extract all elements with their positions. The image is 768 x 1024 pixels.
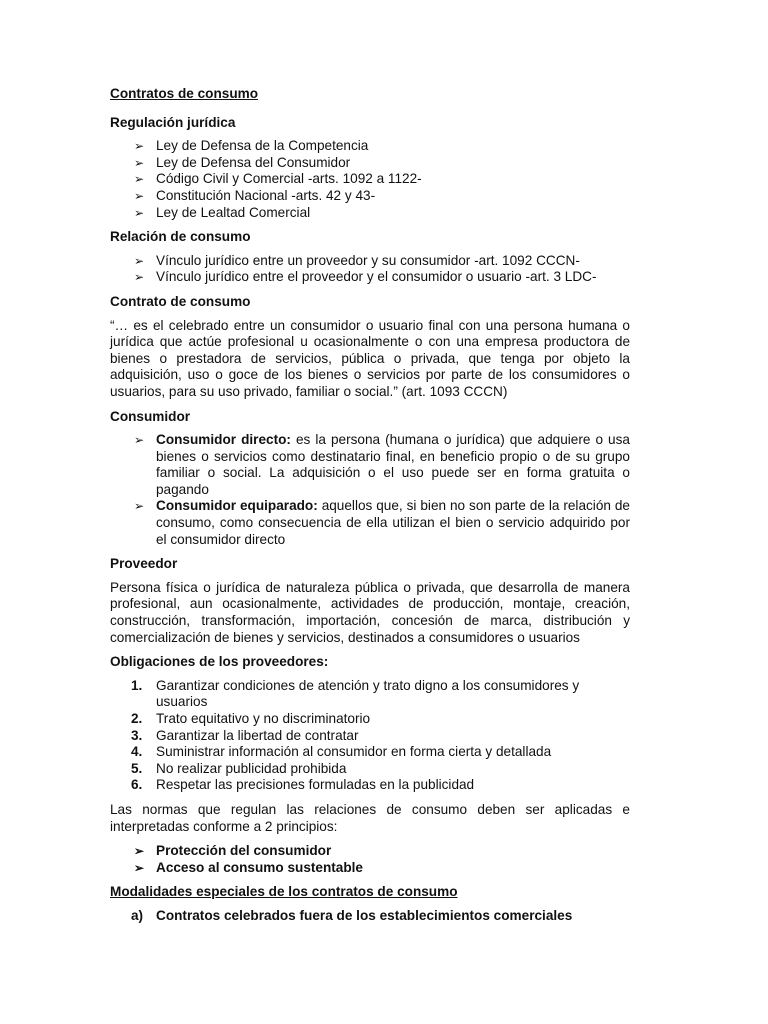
list-number: 1. <box>131 677 143 693</box>
arrow-bullet-icon: ➢ <box>134 172 145 187</box>
list-item: a) Contratos celebrados fuera de los establecimientos comerciales <box>131 907 573 923</box>
arrow-bullet-icon: ➢ <box>134 270 145 285</box>
list-modalidades <box>110 908 630 925</box>
list-item: ➢ Vínculo jurídico entre un proveedor y su consumidor -art. 1092 CCCN- <box>134 252 580 268</box>
arrow-bullet-icon: ➢ <box>134 844 145 859</box>
list-item: 5. No realizar publicidad prohibida <box>131 760 347 776</box>
arrow-bullet-icon: ➢ <box>134 205 145 220</box>
list-item: ➢ Ley de Defensa del Consumidor <box>134 154 351 170</box>
term-consumidor-directo: Consumidor directo: <box>156 432 291 448</box>
arrow-bullet-icon: ➢ <box>134 499 145 514</box>
list-relacion <box>110 253 630 286</box>
list-item: ➢ Consumidor equiparado: aquellos que, si bien no son parte de la relación de consumo, como consecuencia de ella utilizan el bien o servicio adquirido por el consumidor directo <box>134 498 630 547</box>
heading-regulacion: Regulación jurídica <box>110 114 236 130</box>
list-item: ➢ Consumidor directo: es la persona (humana o jurídica) que adquiere o usa bienes o servicios como destinatario final, en beneficio propio o de su grupo familiar o social. La adquisición o el uso puede ser en forma gratuita o pagando <box>134 432 630 497</box>
document-title: Contratos de consumo <box>110 86 259 101</box>
list-item: ➢ Ley de Defensa de la Competencia <box>134 138 369 154</box>
list-letter: a) <box>131 907 144 923</box>
list-number: 4. <box>131 744 143 760</box>
list-item: 1. Garantizar condiciones de atención y trato digno a los consumidores y usuarios <box>131 677 580 710</box>
list-number: 5. <box>131 760 143 776</box>
heading-relacion: Relación de consumo <box>110 229 251 245</box>
list-number: 2. <box>131 711 143 726</box>
list-item: ➢ Vínculo jurídico entre el proveedor y el consumidor o usuario -art. 3 LDC- <box>134 269 597 285</box>
paragraph-contrato: “… es el celebrado entre un consumidor o usuario final con una persona humana o jurídica que actúe profesional u ocasionalmente o con una empresa productora de bienes o prestadora de servicios, pública o privada, que tenga por objeto la adquisición, uso o goce de los bienes o servicios por parte de los consumidores o usuarios, para su uso privado, familiar o social.” (art. 1093 CCCN) <box>110 317 630 399</box>
list-item: ➢ Ley de Lealtad Comercial <box>134 204 311 220</box>
list-item: 2. Trato equitativo y no discriminatorio <box>131 711 371 726</box>
list-consumidor <box>110 432 630 548</box>
list-number: 3. <box>131 727 143 743</box>
list-item: 6. Respetar las precisiones formuladas en la publicidad <box>131 777 475 793</box>
heading-modalidades: Modalidades especiales de los contratos de consumo <box>110 884 458 900</box>
list-item: ➢ Acceso al consumo sustentable <box>134 859 363 875</box>
heading-contrato: Contrato de consumo <box>110 293 251 309</box>
heading-obligaciones: Obligaciones de los proveedores: <box>110 654 329 670</box>
term-consumidor-equiparado: Consumidor equiparado: <box>156 498 318 514</box>
arrow-bullet-icon: ➢ <box>134 139 145 154</box>
list-item: ➢ Constitución Nacional -arts. 42 y 43- <box>134 187 376 203</box>
arrow-bullet-icon: ➢ <box>134 188 145 203</box>
list-item: ➢ Código Civil y Comercial -arts. 1092 a 1122- <box>134 171 422 187</box>
list-regulacion <box>110 138 630 221</box>
arrow-bullet-icon: ➢ <box>134 860 145 875</box>
list-obligaciones <box>110 678 630 794</box>
list-principios <box>110 843 630 876</box>
arrow-bullet-icon: ➢ <box>134 253 145 268</box>
paragraph-proveedor: Persona física o jurídica de naturaleza pública o privada, que desarrolla de manera profesional, aun ocasionalmente, actividades de producción, montaje, creación, construcción, transformación, importación, concesión de marca, distribución y comercialización de bienes y servicios, destinados a consumidores o usuarios <box>110 579 630 645</box>
document-page <box>110 86 630 925</box>
list-item: ➢ Protección del consumidor <box>134 843 332 859</box>
list-item: 4. Suministrar información al consumidor en forma cierta y detallada <box>131 744 552 760</box>
list-number: 6. <box>131 777 143 793</box>
heading-consumidor: Consumidor <box>110 408 191 424</box>
paragraph-normas: Las normas que regulan las relaciones de consumo deben ser aplicadas e interpretadas conforme a 2 principios: <box>110 801 630 834</box>
heading-proveedor: Proveedor <box>110 556 178 572</box>
list-item: 3. Garantizar la libertad de contratar <box>131 727 359 743</box>
arrow-bullet-icon: ➢ <box>134 433 145 448</box>
arrow-bullet-icon: ➢ <box>134 155 145 170</box>
